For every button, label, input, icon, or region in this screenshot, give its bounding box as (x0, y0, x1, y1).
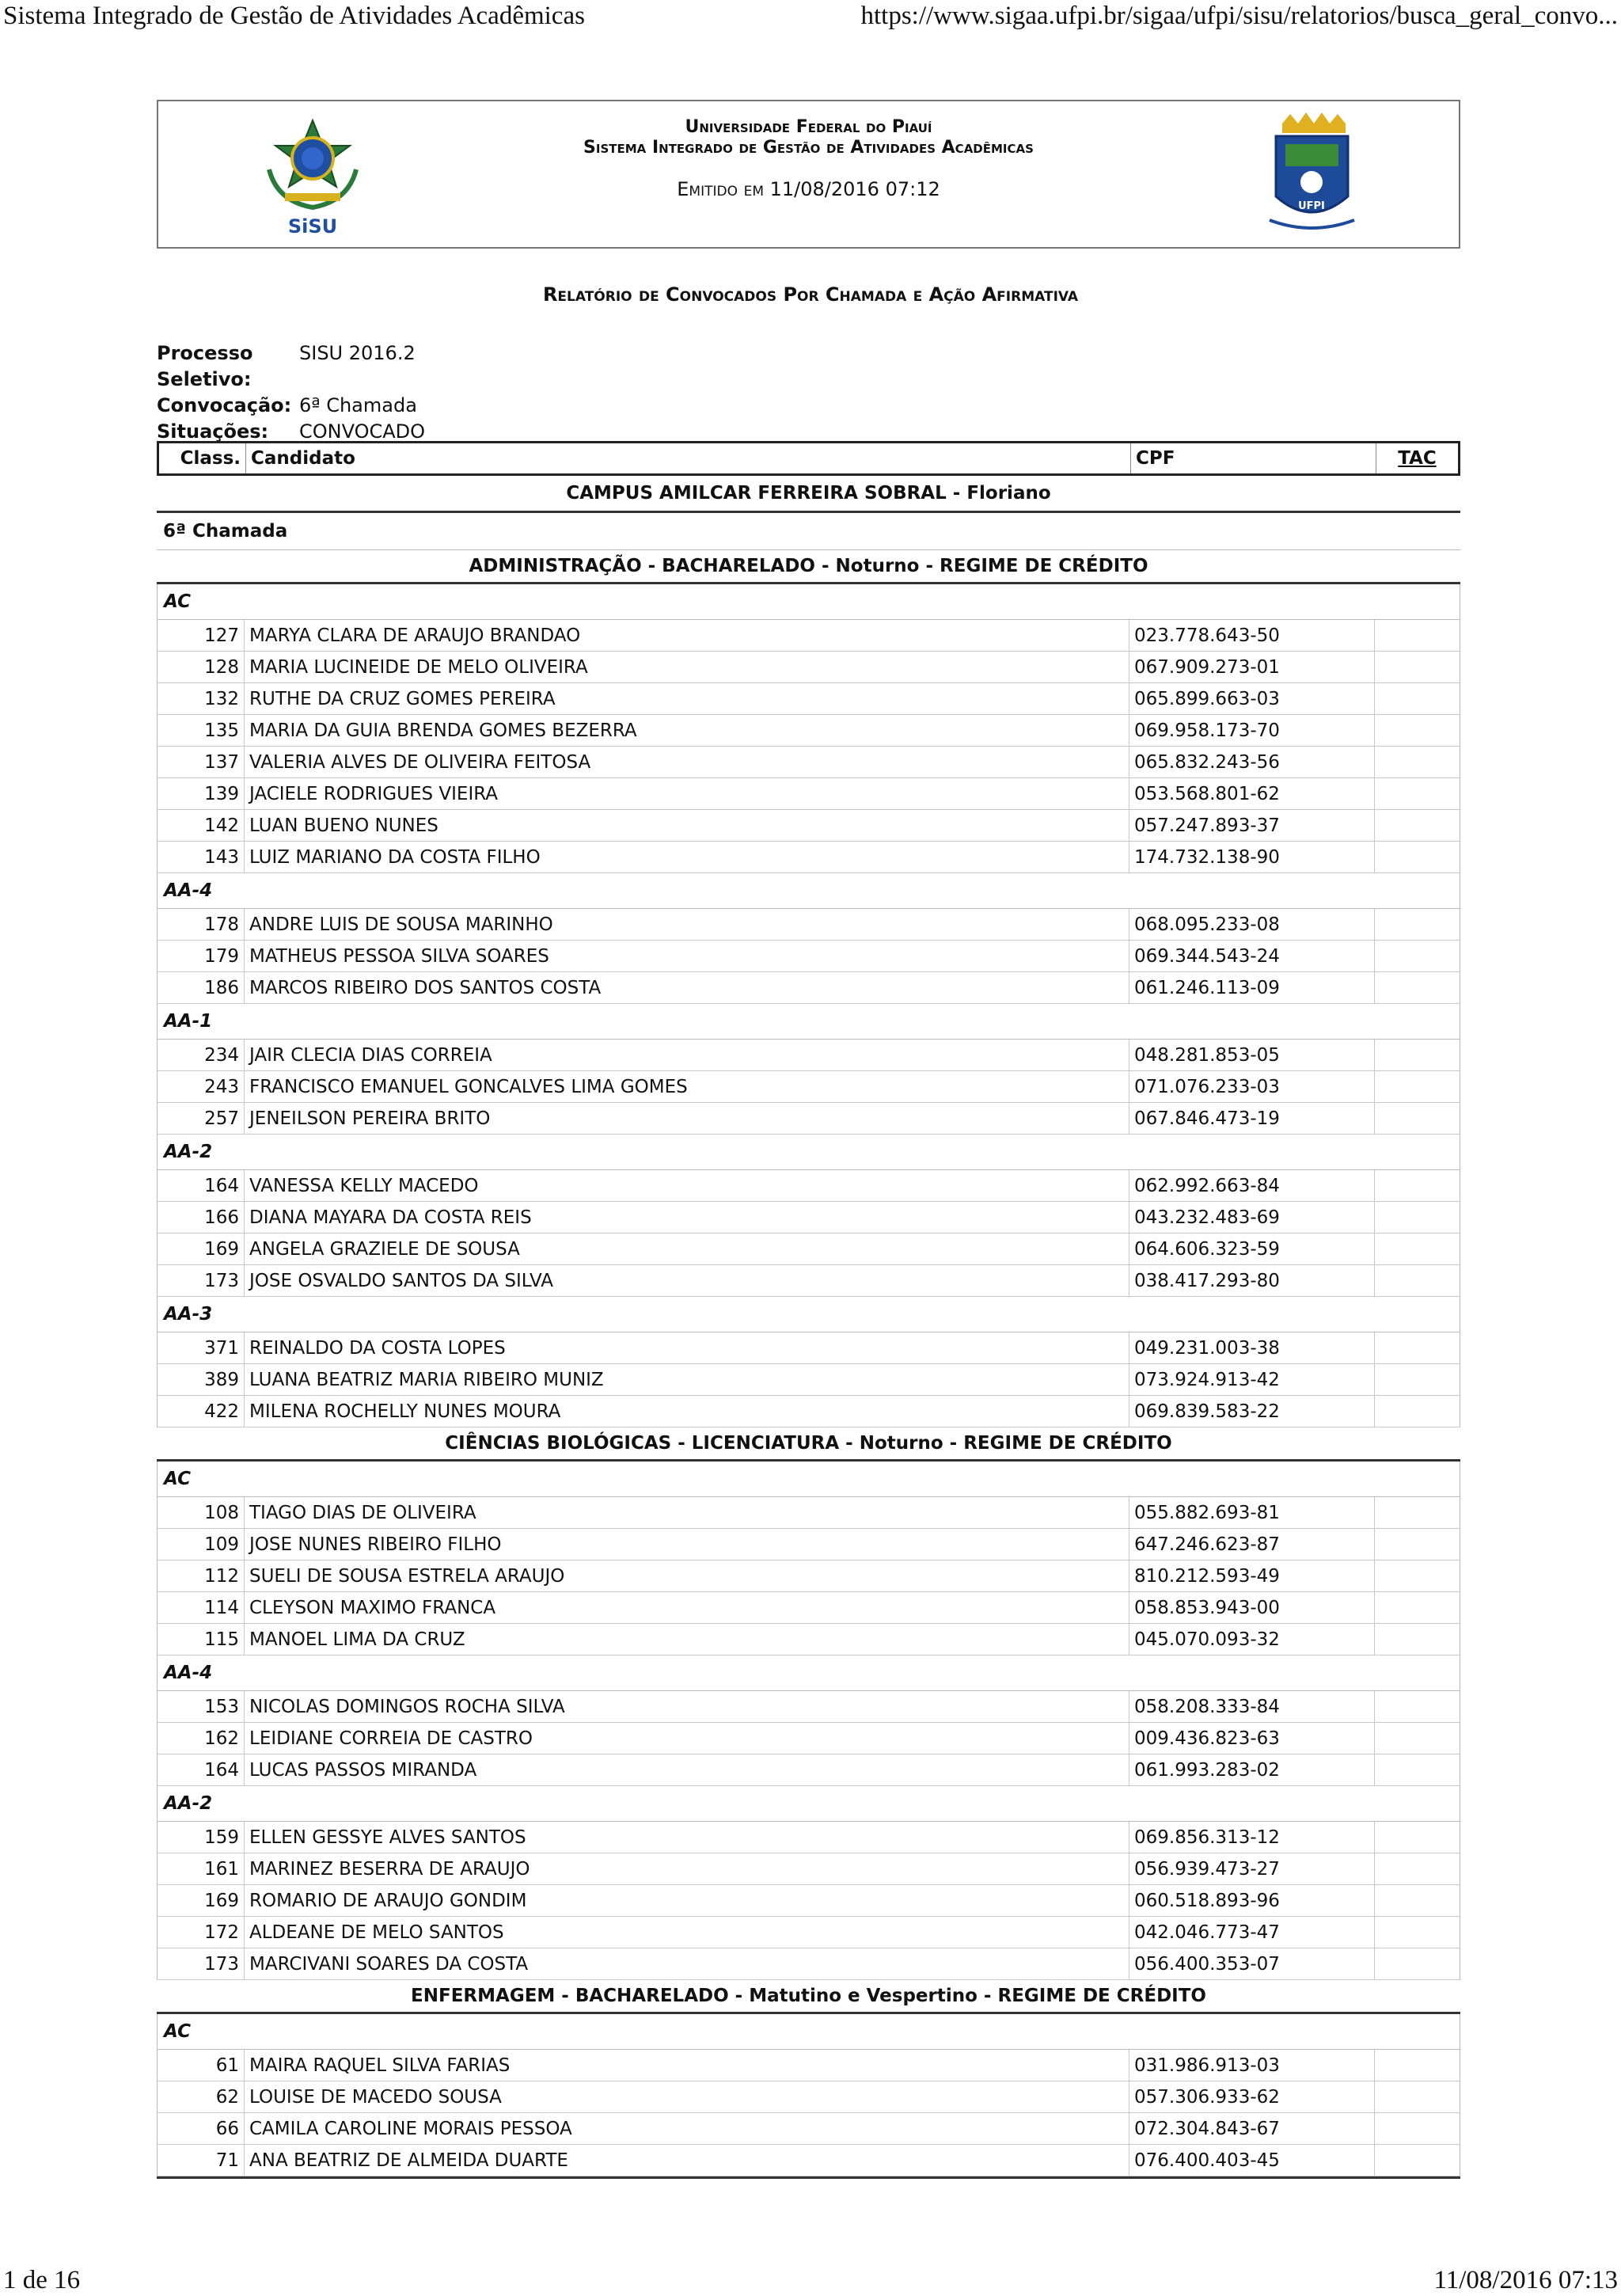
class-cell: 164 (158, 1754, 245, 1785)
quota-heading: AC (157, 2014, 1460, 2050)
class-cell: 162 (158, 1723, 245, 1754)
university-name: Universidade Federal do Piauí (685, 117, 932, 137)
class-cell: 62 (158, 2081, 245, 2112)
processo-value: SISU 2016.2 (299, 342, 416, 364)
cpf-cell: 058.208.333-84 (1129, 1691, 1375, 1722)
course-heading: CIÊNCIAS BIOLÓGICAS - LICENCIATURA - Noturno - REGIME DE CRÉDITO (157, 1427, 1460, 1462)
col-tac[interactable]: TAC (1398, 448, 1437, 469)
tac-cell (1375, 1202, 1460, 1233)
table-row (157, 652, 1460, 683)
course-heading: ADMINISTRAÇÃO - BACHARELADO - Noturno - REGIME DE CRÉDITO (157, 550, 1460, 584)
tac-cell (1375, 1170, 1460, 1201)
svg-text:UFPI: UFPI (1298, 200, 1325, 212)
convocacao-value: 6ª Chamada (299, 394, 417, 416)
tac-cell (1375, 1265, 1460, 1296)
cpf-cell: 067.846.473-19 (1129, 1103, 1375, 1134)
candidate-cell: SUELI DE SOUSA ESTRELA ARAUJO (245, 1560, 1129, 1591)
table-row (157, 1364, 1460, 1396)
candidate-cell: CAMILA CAROLINE MORAIS PESSOA (245, 2113, 1129, 2144)
candidate-cell: MARYA CLARA DE ARAUJO BRANDAO (245, 620, 1129, 651)
browser-url[interactable]: https://www.sigaa.ufpi.br/sigaa/ufpi/sisu/relatorios/busca_geral_convo... (860, 2, 1618, 30)
class-cell: 142 (158, 810, 245, 841)
table-row (157, 1040, 1460, 1071)
class-cell: 166 (158, 1202, 245, 1233)
tac-cell (1375, 715, 1460, 746)
candidate-cell: CLEYSON MAXIMO FRANCA (245, 1592, 1129, 1623)
candidate-cell: LUAN BUENO NUNES (245, 810, 1129, 841)
candidate-cell: FRANCISCO EMANUEL GONCALVES LIMA GOMES (245, 1071, 1129, 1102)
table-row (157, 1202, 1460, 1234)
tac-cell (1375, 747, 1460, 777)
cpf-cell: 069.839.583-22 (1129, 1396, 1375, 1427)
cpf-cell: 053.568.801-62 (1129, 778, 1375, 809)
ufpi-crest-icon (1266, 109, 1357, 240)
class-cell: 161 (158, 1853, 245, 1884)
report-filters (157, 340, 425, 445)
candidate-cell: MATHEUS PESSOA SILVA SOARES (245, 941, 1129, 971)
candidate-cell: VALERIA ALVES DE OLIVEIRA FEITOSA (245, 747, 1129, 777)
report-title: Relatório de Convocados Por Chamada e Ação Afirmativa (542, 283, 1079, 306)
cpf-cell: 031.986.913-03 (1129, 2050, 1375, 2081)
cpf-cell: 069.344.543-24 (1129, 941, 1375, 971)
tac-cell (1375, 909, 1460, 940)
cpf-cell: 073.924.913-42 (1129, 1364, 1375, 1395)
tac-cell (1375, 1529, 1460, 1560)
quota-heading: AA-4 (157, 1655, 1460, 1691)
class-cell: 139 (158, 778, 245, 809)
table-row (157, 2050, 1460, 2081)
candidate-cell: LOUISE DE MACEDO SOUSA (245, 2081, 1129, 2112)
class-cell: 108 (158, 1497, 245, 1528)
cpf-cell: 062.992.663-84 (1129, 1170, 1375, 1201)
table-row (157, 1885, 1460, 1917)
table-row (157, 1170, 1460, 1202)
tac-cell (1375, 2050, 1460, 2081)
tac-cell (1375, 1624, 1460, 1655)
candidate-cell: MANOEL LIMA DA CRUZ (245, 1624, 1129, 1655)
table-row (157, 1754, 1460, 1786)
class-cell: 132 (158, 683, 245, 714)
class-cell: 169 (158, 1885, 245, 1916)
class-cell: 178 (158, 909, 245, 940)
table-row (157, 1234, 1460, 1265)
class-cell: 234 (158, 1040, 245, 1070)
cpf-cell: 174.732.138-90 (1129, 842, 1375, 872)
class-cell: 61 (158, 2050, 245, 2081)
quota-heading: AA-2 (157, 1786, 1460, 1822)
quota-heading: AA-4 (157, 873, 1460, 909)
tac-cell (1375, 1691, 1460, 1722)
class-cell: 179 (158, 941, 245, 971)
table-row (157, 1332, 1460, 1364)
class-cell: 422 (158, 1396, 245, 1427)
tac-cell (1375, 1396, 1460, 1427)
course-heading: ENFERMAGEM - BACHARELADO - Matutino e Vespertino - REGIME DE CRÉDITO (157, 1980, 1460, 2014)
tac-cell (1375, 2081, 1460, 2112)
table-row (157, 1917, 1460, 1948)
tac-cell (1375, 1497, 1460, 1528)
table-row (157, 972, 1460, 1004)
table-row (157, 1691, 1460, 1723)
class-cell: 169 (158, 1234, 245, 1264)
table-row (157, 941, 1460, 972)
col-class: Class. (159, 443, 246, 473)
col-cpf: CPF (1131, 443, 1376, 473)
candidate-cell: MARIA DA GUIA BRENDA GOMES BEZERRA (245, 715, 1129, 746)
candidate-cell: JENEILSON PEREIRA BRITO (245, 1103, 1129, 1134)
cpf-cell: 049.231.003-38 (1129, 1332, 1375, 1363)
cpf-cell: 042.046.773-47 (1129, 1917, 1375, 1948)
candidate-cell: MARCOS RIBEIRO DOS SANTOS COSTA (245, 972, 1129, 1003)
candidate-cell: ELLEN GESSYE ALVES SANTOS (245, 1822, 1129, 1853)
tac-cell (1375, 1592, 1460, 1623)
table-row (157, 1071, 1460, 1103)
cpf-cell: 065.832.243-56 (1129, 747, 1375, 777)
candidate-cell: LUIZ MARIANO DA COSTA FILHO (245, 842, 1129, 872)
tac-cell (1375, 1917, 1460, 1948)
candidate-cell: DIANA MAYARA DA COSTA REIS (245, 1202, 1129, 1233)
cpf-cell: 009.436.823-63 (1129, 1723, 1375, 1754)
tac-cell (1375, 941, 1460, 971)
candidate-cell: NICOLAS DOMINGOS ROCHA SILVA (245, 1691, 1129, 1722)
class-cell: 153 (158, 1691, 245, 1722)
svg-text:SiSU: SiSU (287, 215, 338, 238)
tac-cell (1375, 2145, 1460, 2176)
cpf-cell: 060.518.893-96 (1129, 1885, 1375, 1916)
class-cell: 128 (158, 652, 245, 682)
candidate-cell: TIAGO DIAS DE OLIVEIRA (245, 1497, 1129, 1528)
class-cell: 135 (158, 715, 245, 746)
class-cell: 172 (158, 1917, 245, 1948)
cpf-cell: 072.304.843-67 (1129, 2113, 1375, 2144)
candidate-cell: MARCIVANI SOARES DA COSTA (245, 1948, 1129, 1979)
tac-cell (1375, 1723, 1460, 1754)
cpf-cell: 048.281.853-05 (1129, 1040, 1375, 1070)
cpf-cell: 061.246.113-09 (1129, 972, 1375, 1003)
courses-body (157, 550, 1460, 2176)
cpf-cell: 647.246.623-87 (1129, 1529, 1375, 1560)
tac-cell (1375, 842, 1460, 872)
candidate-cell: JAIR CLECIA DIAS CORREIA (245, 1040, 1129, 1070)
cpf-cell: 069.958.173-70 (1129, 715, 1375, 746)
tac-cell (1375, 652, 1460, 682)
cpf-cell: 023.778.643-50 (1129, 620, 1375, 651)
table-row (157, 1822, 1460, 1853)
candidate-cell: ANDRE LUIS DE SOUSA MARINHO (245, 909, 1129, 940)
class-cell: 66 (158, 2113, 245, 2144)
quota-heading: AC (157, 1462, 1460, 1497)
table-row (157, 1529, 1460, 1560)
candidate-cell: LEIDIANE CORREIA DE CASTRO (245, 1723, 1129, 1754)
table-row (157, 683, 1460, 715)
convocados-table (157, 441, 1460, 2179)
tac-cell (1375, 1948, 1460, 1979)
table-row (157, 1560, 1460, 1592)
table-row (157, 1103, 1460, 1135)
table-row (157, 2081, 1460, 2113)
cpf-cell: 056.939.473-27 (1129, 1853, 1375, 1884)
table-row (157, 1396, 1460, 1427)
tac-cell (1375, 1754, 1460, 1785)
tac-cell (1375, 1040, 1460, 1070)
candidate-cell: ANGELA GRAZIELE DE SOUSA (245, 1234, 1129, 1264)
cpf-cell: 064.606.323-59 (1129, 1234, 1375, 1264)
cpf-cell: 071.076.233-03 (1129, 1071, 1375, 1102)
table-row (157, 1948, 1460, 1980)
print-datetime: 11/08/2016 07:13 (1433, 2266, 1618, 2294)
candidate-cell: MILENA ROCHELLY NUNES MOURA (245, 1396, 1129, 1427)
class-cell: 143 (158, 842, 245, 872)
table-row (157, 810, 1460, 842)
tac-cell (1375, 1364, 1460, 1395)
situacoes-label: Situações: (157, 420, 269, 443)
candidate-cell: ROMARIO DE ARAUJO GONDIM (245, 1885, 1129, 1916)
table-row (157, 2113, 1460, 2145)
candidate-cell: ALDEANE DE MELO SANTOS (245, 1917, 1129, 1948)
table-row (157, 1497, 1460, 1529)
class-cell: 114 (158, 1592, 245, 1623)
candidate-cell: ANA BEATRIZ DE ALMEIDA DUARTE (245, 2145, 1129, 2176)
table-row (157, 1853, 1460, 1885)
table-row (157, 1592, 1460, 1624)
tac-cell (1375, 620, 1460, 651)
table-row (157, 2145, 1460, 2176)
table-row (157, 909, 1460, 941)
cpf-cell: 076.400.403-45 (1129, 2145, 1375, 2176)
class-cell: 173 (158, 1265, 245, 1296)
table-row (157, 620, 1460, 652)
cpf-cell: 057.247.893-37 (1129, 810, 1375, 841)
table-row (157, 778, 1460, 810)
cpf-cell: 057.306.933-62 (1129, 2081, 1375, 2112)
candidate-cell: VANESSA KELLY MACEDO (245, 1170, 1129, 1201)
campus-heading: CAMPUS AMILCAR FERREIRA SOBRAL - Floriano (157, 476, 1460, 513)
class-cell: 159 (158, 1822, 245, 1853)
class-cell: 243 (158, 1071, 245, 1102)
class-cell: 112 (158, 1560, 245, 1591)
cpf-cell: 067.909.273-01 (1129, 652, 1375, 682)
candidate-cell: LUCAS PASSOS MIRANDA (245, 1754, 1129, 1785)
candidate-cell: MARINEZ BESERRA DE ARAUJO (245, 1853, 1129, 1884)
class-cell: 127 (158, 620, 245, 651)
table-row (157, 1624, 1460, 1655)
tac-cell (1375, 1234, 1460, 1264)
system-name: Sistema Integrado de Gestão de Atividades Acadêmicas (583, 138, 1034, 158)
col-candidato: Candidato (246, 443, 1131, 473)
class-cell: 71 (158, 2145, 245, 2176)
quota-heading: AA-3 (157, 1297, 1460, 1332)
cpf-cell: 069.856.313-12 (1129, 1822, 1375, 1853)
class-cell: 186 (158, 972, 245, 1003)
cpf-cell: 056.400.353-07 (1129, 1948, 1375, 1979)
table-row (157, 715, 1460, 747)
candidate-cell: REINALDO DA COSTA LOPES (245, 1332, 1129, 1363)
quota-heading: AA-2 (157, 1135, 1460, 1170)
class-cell: 371 (158, 1332, 245, 1363)
cpf-cell: 065.899.663-03 (1129, 683, 1375, 714)
cpf-cell: 810.212.593-49 (1129, 1560, 1375, 1591)
cpf-cell: 055.882.693-81 (1129, 1497, 1375, 1528)
cpf-cell: 038.417.293-80 (1129, 1265, 1375, 1296)
class-cell: 257 (158, 1103, 245, 1134)
quota-heading: AA-1 (157, 1004, 1460, 1040)
chamada-heading: 6ª Chamada (157, 513, 1460, 550)
quota-heading: AC (157, 584, 1460, 620)
candidate-cell: MARIA LUCINEIDE DE MELO OLIVEIRA (245, 652, 1129, 682)
tac-cell (1375, 1560, 1460, 1591)
class-cell: 389 (158, 1364, 245, 1395)
class-cell: 109 (158, 1529, 245, 1560)
class-cell: 115 (158, 1624, 245, 1655)
processo-label: Processo Seletivo: (157, 342, 253, 390)
cpf-cell: 043.232.483-69 (1129, 1202, 1375, 1233)
emitted-datetime: Emitido em 11/08/2016 07:12 (677, 178, 940, 200)
table-row (157, 1723, 1460, 1754)
tac-cell (1375, 778, 1460, 809)
table-row (157, 747, 1460, 778)
candidate-cell: JACIELE RODRIGUES VIEIRA (245, 778, 1129, 809)
situacoes-value: CONVOCADO (299, 420, 426, 443)
tac-cell (1375, 1822, 1460, 1853)
cpf-cell: 068.095.233-08 (1129, 909, 1375, 940)
tac-cell (1375, 810, 1460, 841)
page-counter: 1 de 16 (3, 2266, 81, 2294)
table-header (157, 441, 1460, 476)
candidate-cell: LUANA BEATRIZ MARIA RIBEIRO MUNIZ (245, 1364, 1129, 1395)
tac-cell (1375, 683, 1460, 714)
tac-cell (1375, 1853, 1460, 1884)
candidate-cell: JOSE NUNES RIBEIRO FILHO (245, 1529, 1129, 1560)
tac-cell (1375, 2113, 1460, 2144)
candidate-cell: MAIRA RAQUEL SILVA FARIAS (245, 2050, 1129, 2081)
tac-cell (1375, 1885, 1460, 1916)
tac-cell (1375, 1071, 1460, 1102)
candidate-cell: JOSE OSVALDO SANTOS DA SILVA (245, 1265, 1129, 1296)
cpf-cell: 061.993.283-02 (1129, 1754, 1375, 1785)
table-row (157, 842, 1460, 873)
report-header (157, 100, 1460, 249)
tac-cell (1375, 1332, 1460, 1363)
table-row (157, 1265, 1460, 1297)
class-cell: 137 (158, 747, 245, 777)
class-cell: 173 (158, 1948, 245, 1979)
cpf-cell: 045.070.093-32 (1129, 1624, 1375, 1655)
candidate-cell: RUTHE DA CRUZ GOMES PEREIRA (245, 683, 1129, 714)
cpf-cell: 058.853.943-00 (1129, 1592, 1375, 1623)
tac-cell (1375, 972, 1460, 1003)
class-cell: 164 (158, 1170, 245, 1201)
tac-cell (1375, 1103, 1460, 1134)
browser-page-title: Sistema Integrado de Gestão de Atividades Acadêmicas (3, 2, 585, 30)
convocacao-label: Convocação: (157, 394, 292, 416)
